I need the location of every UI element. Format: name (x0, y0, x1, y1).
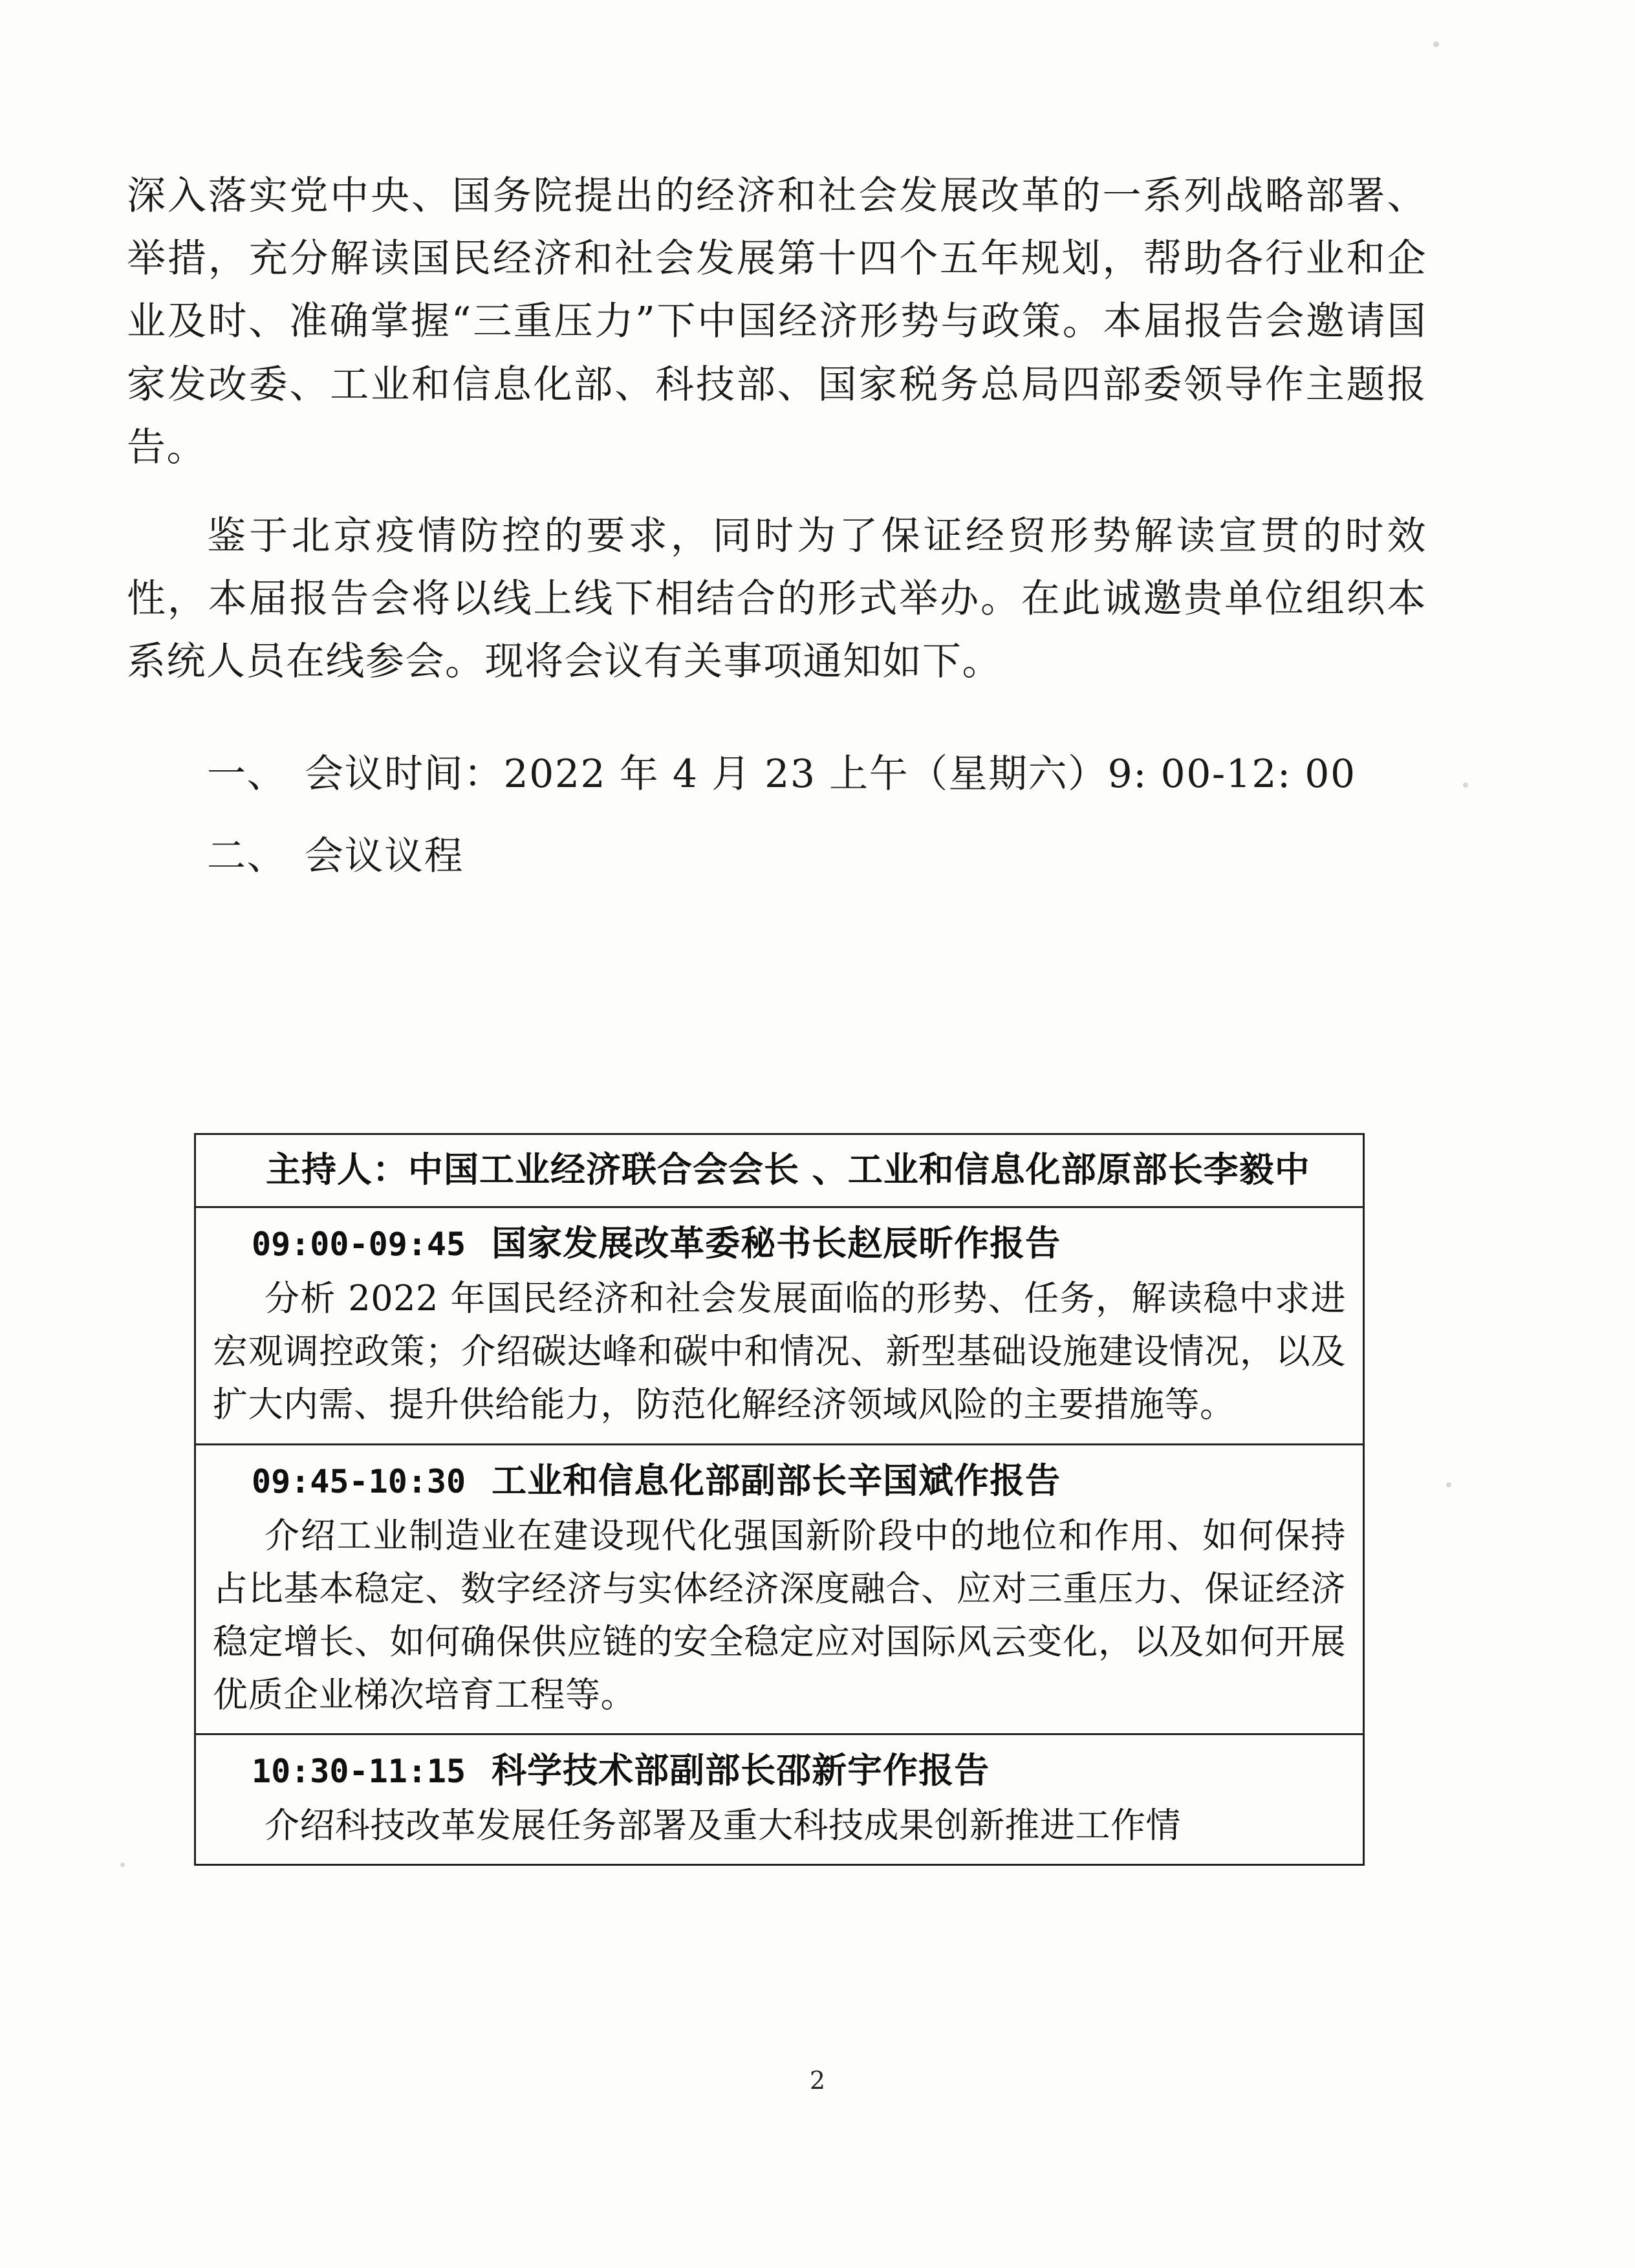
agenda-session-speaker: 工业和信息化部副部长辛国斌作报告 (492, 1459, 1061, 1501)
agenda-session-speaker: 科学技术部副部长邵新宇作报告 (492, 1749, 990, 1791)
list-item-meeting-time (127, 743, 1427, 806)
agenda-session-title (213, 1744, 1346, 1797)
agenda-session-title (213, 1454, 1346, 1507)
paragraph-1: 深入落实党中央、国务院提出的经济和社会发展改革的一系列战略部署、举措，充分解读国民经济和社会发展第十四个五年规划，帮助各行业和企业及时、准确掌握“三重压力”下中国经济形势与政策。本届报告会邀请国家发改委、工业和信息化部、科技部、国家税务总局四部委领导作主题报告。 (127, 173, 1427, 470)
agenda-row-host (196, 1135, 1363, 1208)
list-item-number: 一、 (207, 751, 287, 797)
list-item-meeting-agenda (127, 825, 1427, 888)
agenda-session-time: 09:45-10:30 (252, 1462, 466, 1500)
agenda-session-title (213, 1217, 1346, 1269)
page-number: 2 (809, 2066, 826, 2095)
paragraph-2: 鉴于北京疫情防控的要求，同时为了保证经贸形势解读宣贯的时效性，本届报告会将以线上线下相结合的形式举办。在此诚邀贵单位组织本系统人员在线参会。现将会议有关事项通知如下。 (127, 513, 1427, 685)
scan-speck (1463, 783, 1468, 788)
agenda-row-session-1 (196, 1208, 1363, 1445)
agenda-session-time: 10:30-11:15 (252, 1752, 466, 1790)
agenda-session-description: 介绍科技改革发展任务部署及重大科技成果创新推进工作情 (265, 1804, 1181, 1846)
agenda-table (194, 1133, 1365, 1866)
agenda-session-description: 分析 2022 年国民经济和社会发展面临的形势、任务，解读稳中求进宏观调控政策；介绍碳达峰和碳中和情况、新型基础设施建设情况，以及扩大内需、提升供给能力，防范化解经济领域风险的主要措施等。 (213, 1278, 1346, 1425)
scan-speck (1433, 41, 1439, 47)
list-item-text: 会议议程 (305, 833, 464, 879)
scan-speck (1446, 1482, 1451, 1487)
agenda-row-session-3 (196, 1735, 1363, 1866)
document-body (127, 165, 1427, 888)
agenda-session-time: 09:00-09:45 (252, 1226, 466, 1264)
list-item-number: 二、 (207, 833, 287, 879)
agenda-session-description: 介绍工业制造业在建设现代化强国新阶段中的地位和作用、如何保持占比基本稳定、数字经济与实体经济深度融合、应对三重压力、保证经济稳定增长、如何确保供应链的安全稳定应对国际风云变化，以及如何开展优质企业梯次培育工程等。 (213, 1515, 1346, 1715)
agenda-row-session-2 (196, 1445, 1363, 1735)
agenda-session-speaker: 国家发展改革委秘书长赵辰昕作报告 (492, 1222, 1061, 1264)
list-item-text: 会议时间：2022 年 4 月 23 上午（星期六）9: 00-12: 00 (305, 751, 1356, 797)
scan-speck (120, 1863, 125, 1867)
agenda-host-line: 主持人：中国工业经济联合会会长 、工业和信息化部原部长李毅中 (266, 1149, 1310, 1190)
